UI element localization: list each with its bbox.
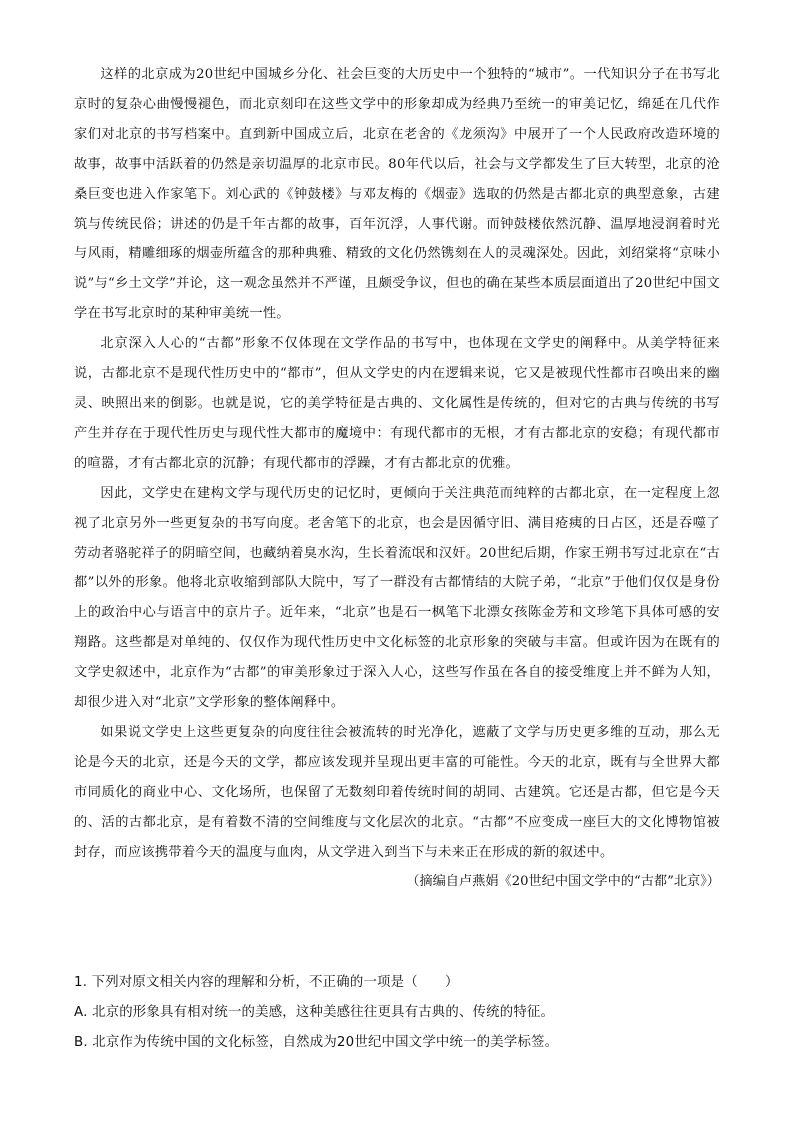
article-paragraph-3: 因此，文学史在建构文学与现代历史的记忆时，更倾向于关注典范而纯粹的古都北京，在一定程度上忽视了北京另外一些更复杂的书写向度。老舍笔下的北京，也会是因循守旧、满目疮痍的日占区，还是吞噬了劳动者骆驼祥子的阴暗空间，也藏纳着臭水沟，生长着流氓和汉奸。20世纪后期，作家王朔书写过北京在“古都”以外的形象。他将北京收缩到部队大院中，写了一群没有古都情结的大院子弟，“北京”于他们仅仅是身份上的政治中心与语言中的京片子。近年来，“北京”也是石一枫笔下北漂女孩陈金芳和文珍笔下具体可感的安翔路。这些都是对单纯的、仅仅作为现代性历史中文化标签的北京形象的突破与丰富。但或许因为在既有的文学史叙述中，北京作为“古都”的审美形象过于深入人心，这些写作虽在各自的接受维度上并不鲜为人知，却很少进入对“北京”文学形象的整体阐释中。 [74, 485, 720, 711]
question-stem: 1. 下列对原文相关内容的理解和分析，不正确的一项是（ ） [74, 975, 459, 990]
article-source-citation: （摘编自卢燕娟《20世纪中国文学中的“古都”北京》） [406, 874, 720, 890]
article-body [74, 60, 720, 897]
question-1 [74, 968, 720, 1058]
option-b[interactable]: B. 北京作为传统中国的文化标签，自然成为20世纪中国文学中统一的美学标签。 [74, 1035, 559, 1050]
article-paragraph-1: 这样的北京成为20世纪中国城乡分化、社会巨变的大历史中一个独特的“城市”。一代知识分子在书写北京时的复杂心曲慢慢褪色，而北京刻印在这些文学中的形象却成为经典乃至统一的审美记忆，绵延在几代作家们对北京的书写档案中。直到新中国成立后，北京在老舍的《龙须沟》中展开了一个人民政府改造环境的故事，故事中活跃着的仍然是亲切温厚的北京市民。80年代以后，社会与文学都发生了巨大转型，北京的沧桑巨变也进入作家笔下。刘心武的《钟鼓楼》与邓友梅的《烟壶》选取的仍然是古都北京的典型意象，古建筑与传统民俗；讲述的仍是千年古都的故事，百年沉浮，人事代谢。而钟鼓楼依然沉静、温厚地浸润着时光与风雨，精雕细琢的烟壶所蕴含的那种典雅、精致的文化仍然镌刻在人的灵魂深处。因此，刘绍棠将“京味小说”与“乡土文学”并论，这一观念虽然并不严谨，且颇受争议，但也的确在某些本质层面道出了20世纪中国文学在书写北京时的某种审美统一性。 [74, 67, 720, 322]
article-paragraph-4: 如果说文学史上这些更复杂的向度往往会被流转的时光净化，遮蔽了文学与历史更多维的互动，那么无论是今天的北京，还是今天的文学，都应该发现并呈现出更丰富的可能性。今天的北京，既有与全世界大都市同质化的商业中心、文化场所，也保留了无数刻印着传统时间的胡同、古建筑。它还是古都，但它是今天的、活的古都北京，是有着数不清的空间维度与文化层次的北京。“古都”不应变成一座巨大的文化博物馆被封存，而应该携带着今天的温度与血肉，从文学进入到当下与未来正在形成的新的叙述中。 [74, 724, 720, 860]
option-a[interactable]: A. 北京的形象具有相对统一的美感，这种美感往往更具有古典的、传统的特征。 [74, 1005, 555, 1020]
article-paragraph-2: 北京深入人心的“古都”形象不仅体现在文学作品的书写中，也体现在文学史的阐释中。从美学特征来说，古都北京不是现代性历史中的“都市”，但从文学史的内在逻辑来说，它又是被现代性都市召唤出来的幽灵、映照出来的倒影。也就是说，它的美学特征是古典的、文化属性是传统的，但对它的古典与传统的书写产生并存在于现代性历史与现代性大都市的魔境中：有现代都市的无根，才有古都北京的安稳；有现代都市的喧嚣，才有古都北京的沉静；有现代都市的浮躁，才有古都北京的优雅。 [74, 336, 720, 471]
